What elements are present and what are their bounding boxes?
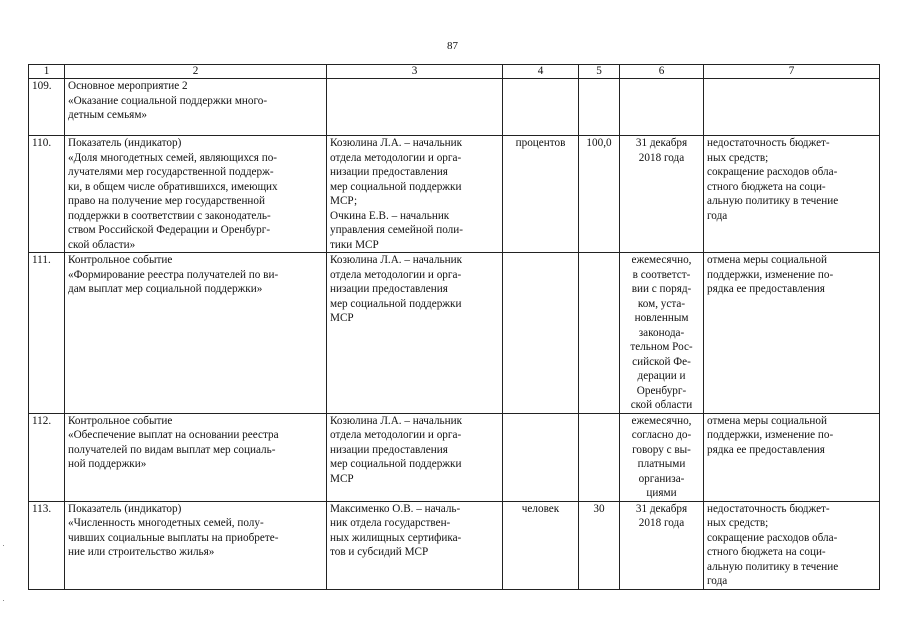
row-number: 109. — [29, 79, 65, 136]
event-name: Показатель (индикатор) «Численность многодетных семей, полу- чивших социальные выплаты на приобрете- ние или строительство жилья» — [65, 501, 327, 589]
table-row — [29, 79, 880, 136]
event-name: Показатель (индикатор) «Доля многодетных семей, являющихся по- лучателями мер государственной поддерж- ки, в общем числе обратившихся, имеющих право на получение мер государственной поддержки в соответствии с законодатель- ством Российской Федерации и Оренбург- ской области» — [65, 136, 327, 253]
risk-description: недостаточность бюджет- ных средств; сокращение расходов обла- стного бюджета на соци- альную политику в течение года — [704, 501, 880, 589]
table-row — [29, 413, 880, 501]
target-value: 30 — [579, 501, 620, 589]
row-number: 112. — [29, 413, 65, 501]
col-header-5: 5 — [579, 65, 620, 79]
plan-table — [28, 64, 880, 590]
unit-of-measure — [503, 413, 579, 501]
target-value: 100,0 — [579, 136, 620, 253]
row-number: 110. — [29, 136, 65, 253]
table-row — [29, 136, 880, 253]
col-header-4: 4 — [503, 65, 579, 79]
unit-of-measure — [503, 79, 579, 136]
deadline — [620, 79, 704, 136]
risk-description — [704, 79, 880, 136]
event-name: Контрольное событие «Формирование реестра получателей по ви- дам выплат мер социальной поддержки» — [65, 253, 327, 414]
responsible-person — [327, 79, 503, 136]
row-number: 113. — [29, 501, 65, 589]
unit-of-measure: человек — [503, 501, 579, 589]
col-header-2: 2 — [65, 65, 327, 79]
responsible-person: Козюлина Л.А. – начальник отдела методологии и орга- низации предоставления мер социальной поддержки МСР; Очкина Е.В. – начальник управления семейной поли- тики МСР — [327, 136, 503, 253]
col-header-7: 7 — [704, 65, 880, 79]
row-number: 111. — [29, 253, 65, 414]
deadline: ежемесячно, в соответст- вии с поряд- ком, уста- новленным законода- тельном Рос- сийской Фе- дерации и Оренбург- ской области — [620, 253, 704, 414]
event-name: Контрольное событие «Обеспечение выплат на основании реестра получателей по видам выплат мер социаль- ной поддержки» — [65, 413, 327, 501]
event-name: Основное мероприятие 2 «Оказание социальной поддержки много- детным семьям» — [65, 79, 327, 136]
risk-description: отмена меры социальной поддержки, изменение по- рядка ее предоставления — [704, 413, 880, 501]
deadline: 31 декабря 2018 года — [620, 136, 704, 253]
target-value — [579, 253, 620, 414]
responsible-person: Козюлина Л.А. – начальник отдела методологии и орга- низации предоставления мер социальной поддержки МСР — [327, 253, 503, 414]
col-header-6: 6 — [620, 65, 704, 79]
table-row — [29, 253, 880, 414]
responsible-person: Козюлина Л.А. – начальник отдела методологии и орга- низации предоставления мер социальной поддержки МСР — [327, 413, 503, 501]
deadline: ежемесячно, согласно до- говору с вы- платными организа- циями — [620, 413, 704, 501]
risk-description: недостаточность бюджет- ных средств; сокращение расходов обла- стного бюджета на соци- альную политику в течение года — [704, 136, 880, 253]
table-row — [29, 501, 880, 589]
scan-speck — [3, 545, 4, 546]
col-header-3: 3 — [327, 65, 503, 79]
target-value — [579, 413, 620, 501]
deadline: 31 декабря 2018 года — [620, 501, 704, 589]
scan-speck — [3, 600, 4, 601]
target-value — [579, 79, 620, 136]
responsible-person: Максименко О.В. – началь- ник отдела государствен- ных жилищных сертифика- тов и субсидий МСР — [327, 501, 503, 589]
col-header-1: 1 — [29, 65, 65, 79]
column-number-row — [29, 65, 880, 79]
risk-description: отмена меры социальной поддержки, изменение по- рядка ее предоставления — [704, 253, 880, 414]
page-number: 87 — [447, 40, 458, 52]
unit-of-measure — [503, 253, 579, 414]
unit-of-measure: процентов — [503, 136, 579, 253]
